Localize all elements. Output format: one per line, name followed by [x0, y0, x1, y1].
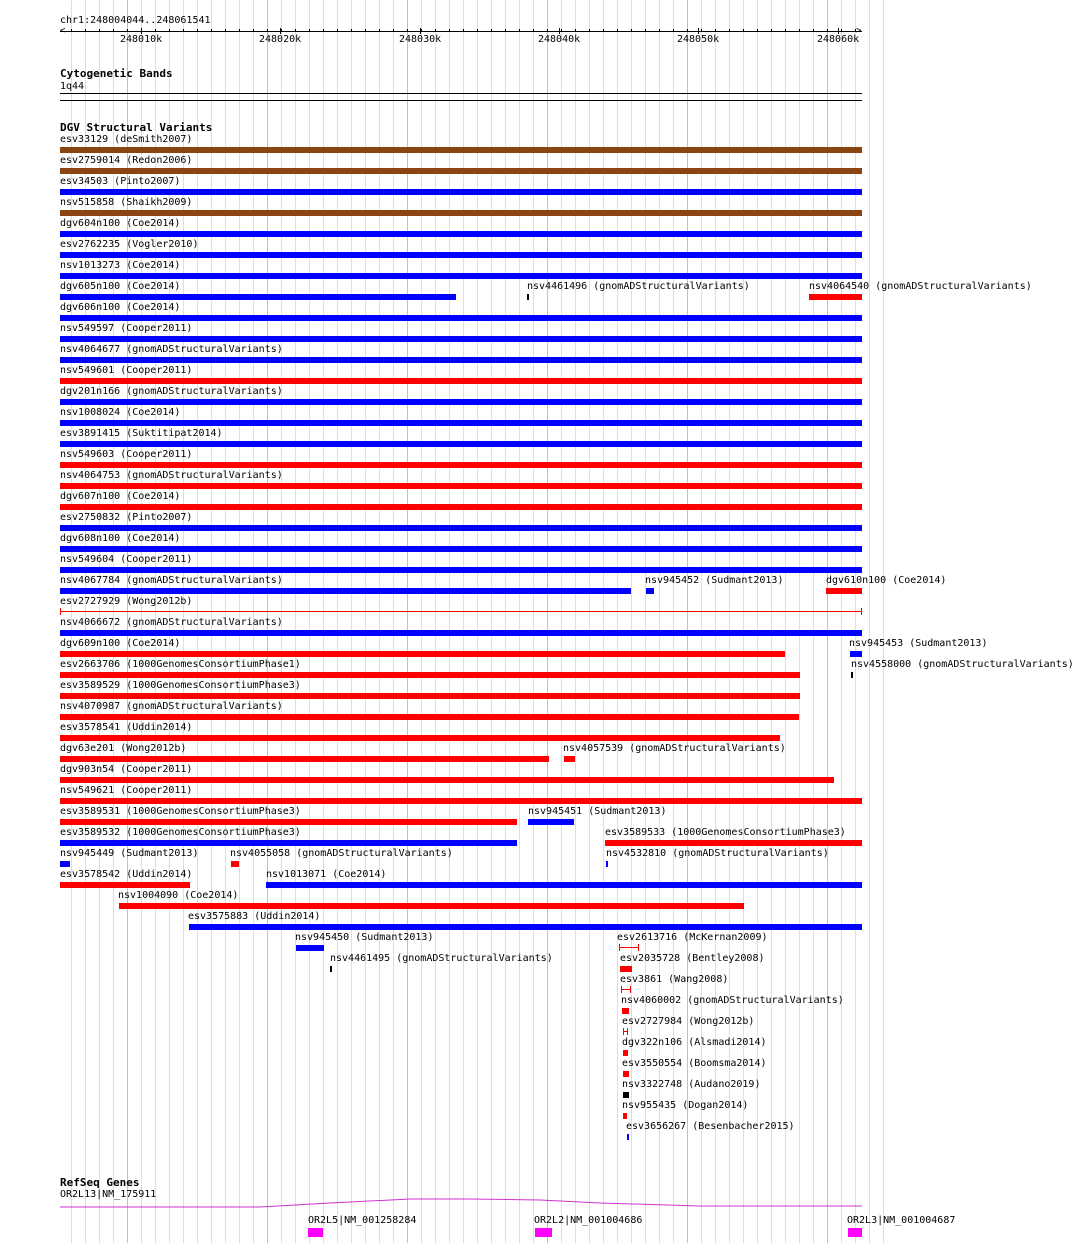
dgv-feature-bar[interactable]: [623, 1092, 629, 1098]
dgv-feature-label[interactable]: nsv515858 (Shaikh2009): [60, 197, 193, 208]
dgv-feature-bar[interactable]: [330, 966, 332, 972]
grid-line: [715, 0, 716, 1243]
ruler-minor-tick: [813, 29, 814, 32]
ruler-tick-label: 248060k: [817, 34, 860, 45]
dgv-feature-label[interactable]: nsv1013273 (Coe2014): [60, 260, 181, 271]
grid-line: [799, 0, 800, 1243]
ruler-minor-tick: [127, 29, 128, 32]
dgv-feature-label[interactable]: nsv549603 (Cooper2011): [60, 449, 193, 460]
dgv-feature-label[interactable]: esv3578541 (Uddin2014): [60, 722, 193, 733]
dgv-feature-label[interactable]: nsv4057539 (gnomADStructuralVariants): [563, 743, 786, 754]
ruler-minor-tick: [421, 29, 422, 32]
dgv-feature-label[interactable]: nsv4067784 (gnomADStructuralVariants): [60, 575, 283, 586]
dgv-feature-bar[interactable]: [60, 651, 785, 657]
grid-line: [463, 0, 464, 1243]
dgv-feature-label[interactable]: dgv322n106 (Alsmadi2014): [622, 1037, 767, 1048]
dgv-feature-bar[interactable]: [60, 840, 517, 846]
ruler-minor-tick: [645, 29, 646, 32]
ruler-minor-tick: [673, 29, 674, 32]
dgv-feature-bar[interactable]: [60, 273, 862, 279]
ruler-minor-tick: [183, 29, 184, 32]
refseq-gene-label[interactable]: OR2L3|NM_001004687: [847, 1215, 956, 1226]
dgv-feature-bar[interactable]: [60, 882, 190, 888]
refseq-gene-label[interactable]: OR2L13|NM_175911: [60, 1189, 157, 1200]
ruler-minor-tick: [141, 29, 142, 32]
dgv-feature-label[interactable]: nsv4532810 (gnomADStructuralVariants): [606, 848, 829, 859]
dgv-feature-bar[interactable]: [623, 1113, 627, 1119]
ruler-minor-tick: [603, 29, 604, 32]
dgv-feature-label[interactable]: nsv945452 (Sudmant2013): [645, 575, 784, 586]
ruler-minor-tick: [351, 29, 352, 32]
ruler-minor-tick: [519, 29, 520, 32]
dgv-feature-label[interactable]: esv3891415 (Suktitipat2014): [60, 428, 223, 439]
dgv-feature-bar[interactable]: [60, 525, 862, 531]
ruler-minor-tick: [225, 29, 226, 32]
dgv-feature-label[interactable]: nsv549601 (Cooper2011): [60, 365, 193, 376]
dgv-feature-bar[interactable]: [606, 861, 608, 867]
grid-line: [785, 0, 786, 1243]
ruler-minor-tick: [239, 29, 240, 32]
ruler-minor-tick: [323, 29, 324, 32]
dgv-feature-bar[interactable]: [850, 651, 862, 657]
dgv-feature-label[interactable]: nsv4064677 (gnomADStructuralVariants): [60, 344, 283, 355]
dgv-feature-bar[interactable]: [60, 315, 862, 321]
dgv-feature-label[interactable]: dgv609n100 (Coe2014): [60, 638, 181, 649]
ruler-axis: [60, 31, 862, 32]
ruler-tick-mark: [698, 28, 699, 34]
ruler-tick-label: 248050k: [677, 34, 720, 45]
ruler-minor-tick: [799, 29, 800, 32]
dgv-feature-bar[interactable]: [60, 210, 862, 216]
dgv-feature-label[interactable]: dgv201n166 (gnomADStructuralVariants): [60, 386, 283, 397]
dgv-feature-bar[interactable]: [627, 1134, 629, 1140]
ruler-minor-tick: [575, 29, 576, 32]
grid-line: [575, 0, 576, 1243]
ruler-minor-tick: [379, 29, 380, 32]
dgv-feature-bar[interactable]: [60, 462, 862, 468]
dgv-track-title: DGV Structural Variants: [60, 121, 213, 134]
ruler-minor-tick: [393, 29, 394, 32]
grid-line: [687, 0, 688, 1243]
grid-line: [631, 0, 632, 1243]
dgv-feature-label[interactable]: esv2727984 (Wong2012b): [622, 1016, 755, 1027]
dgv-feature-label[interactable]: nsv1008024 (Coe2014): [60, 407, 181, 418]
dgv-feature-label[interactable]: esv2035728 (Bentley2008): [620, 953, 765, 964]
dgv-feature-label[interactable]: esv3589529 (1000GenomesConsortiumPhase3): [60, 680, 301, 691]
ruler-tick-label: 248020k: [259, 34, 302, 45]
dgv-feature-label[interactable]: nsv4558000 (gnomADStructuralVariants): [851, 659, 1074, 670]
ruler-minor-tick: [659, 29, 660, 32]
ruler-minor-tick: [757, 29, 758, 32]
dgv-feature-label[interactable]: esv2727929 (Wong2012b): [60, 596, 193, 607]
refseq-gene-exon[interactable]: [848, 1228, 862, 1237]
dgv-feature-bar[interactable]: [60, 672, 800, 678]
ruler-minor-tick: [155, 29, 156, 32]
dgv-feature-label[interactable]: esv33129 (deSmith2007): [60, 134, 193, 145]
ruler-minor-tick: [477, 29, 478, 32]
ruler-left-arrow: <: [60, 26, 66, 36]
ruler-minor-tick: [267, 29, 268, 32]
cytoband-bar-top: [60, 93, 862, 94]
dgv-feature-bar[interactable]: [826, 588, 862, 594]
ruler-minor-tick: [687, 29, 688, 32]
dgv-feature-bar[interactable]: [623, 1050, 628, 1056]
dgv-feature-bar[interactable]: [605, 840, 862, 846]
dgv-feature-bar[interactable]: [60, 294, 456, 300]
ruler-minor-tick: [99, 29, 100, 32]
dgv-feature-label[interactable]: esv3589532 (1000GenomesConsortiumPhase3): [60, 827, 301, 838]
grid-line: [757, 0, 758, 1243]
grid-line: [295, 0, 296, 1243]
dgv-feature-bar[interactable]: [60, 546, 862, 552]
dgv-feature-bar[interactable]: [564, 756, 575, 762]
dgv-feature-label[interactable]: nsv4066672 (gnomADStructuralVariants): [60, 617, 283, 628]
dgv-feature-bar[interactable]: [189, 924, 862, 930]
ruler-minor-tick: [729, 29, 730, 32]
ruler-minor-tick: [505, 29, 506, 32]
dgv-feature-label[interactable]: nsv945450 (Sudmant2013): [295, 932, 434, 943]
dgv-feature-end-tick: [619, 944, 620, 951]
ruler-minor-tick: [197, 29, 198, 32]
refseq-gene-label[interactable]: OR2L2|NM_001004686: [534, 1215, 643, 1226]
dgv-feature-label[interactable]: nsv1004090 (Coe2014): [118, 890, 239, 901]
ruler-minor-tick: [841, 29, 842, 32]
grid-line: [673, 0, 674, 1243]
ruler-tick-label: 248010k: [120, 34, 163, 45]
dgv-feature-label[interactable]: nsv4055058 (gnomADStructuralVariants): [230, 848, 453, 859]
dgv-feature-bar[interactable]: [60, 252, 862, 258]
dgv-feature-label[interactable]: nsv4064540 (gnomADStructuralVariants): [809, 281, 1032, 292]
dgv-feature-bar[interactable]: [60, 399, 862, 405]
dgv-feature-label[interactable]: nsv3322748 (Audano2019): [622, 1079, 761, 1090]
dgv-feature-end-tick: [630, 986, 631, 993]
dgv-feature-label[interactable]: nsv4461496 (gnomADStructuralVariants): [527, 281, 750, 292]
dgv-feature-label[interactable]: nsv945453 (Sudmant2013): [849, 638, 988, 649]
ruler-minor-tick: [463, 29, 464, 32]
dgv-feature-bar[interactable]: [60, 630, 862, 636]
ruler-minor-tick: [771, 29, 772, 32]
grid-line: [407, 0, 408, 1243]
dgv-feature-label[interactable]: esv2663706 (1000GenomesConsortiumPhase1): [60, 659, 301, 670]
dgv-feature-label[interactable]: nsv549604 (Cooper2011): [60, 554, 193, 565]
dgv-feature-label[interactable]: nsv4060002 (gnomADStructuralVariants): [621, 995, 844, 1006]
dgv-feature-bar[interactable]: [620, 966, 632, 972]
grid-line: [813, 0, 814, 1243]
dgv-feature-bar[interactable]: [60, 611, 862, 612]
dgv-feature-bar[interactable]: [60, 756, 549, 762]
dgv-feature-label[interactable]: nsv4070987 (gnomADStructuralVariants): [60, 701, 283, 712]
dgv-feature-label[interactable]: nsv1013071 (Coe2014): [266, 869, 387, 880]
cytoband-bar-bottom: [60, 100, 862, 101]
ruler-minor-tick: [589, 29, 590, 32]
ruler-minor-tick: [631, 29, 632, 32]
dgv-feature-bar[interactable]: [60, 693, 800, 699]
dgv-feature-bar[interactable]: [60, 819, 517, 825]
ruler-minor-tick: [449, 29, 450, 32]
cytoband-track-title: Cytogenetic Bands: [60, 67, 173, 80]
dgv-feature-bar[interactable]: [60, 861, 70, 867]
ruler-minor-tick: [407, 29, 408, 32]
dgv-feature-label[interactable]: esv3861 (Wang2008): [620, 974, 729, 985]
ruler-minor-tick: [309, 29, 310, 32]
grid-line: [743, 0, 744, 1243]
ruler-tick-mark: [838, 28, 839, 34]
grid-line: [435, 0, 436, 1243]
dgv-feature-bar[interactable]: [60, 798, 862, 804]
ruler-minor-tick: [533, 29, 534, 32]
dgv-feature-label[interactable]: dgv604n100 (Coe2014): [60, 218, 181, 229]
dgv-feature-label[interactable]: dgv606n100 (Coe2014): [60, 302, 181, 313]
ruler-right-arrow: >: [856, 26, 862, 36]
ruler-tick-label: 248040k: [538, 34, 581, 45]
ruler-minor-tick: [561, 29, 562, 32]
dgv-feature-label[interactable]: dgv605n100 (Coe2014): [60, 281, 181, 292]
grid-line: [841, 0, 842, 1243]
grid-line: [659, 0, 660, 1243]
dgv-feature-label[interactable]: esv2762235 (Vogler2010): [60, 239, 199, 250]
dgv-feature-bar[interactable]: [528, 819, 574, 825]
dgv-feature-label[interactable]: esv3656267 (Besenbacher2015): [626, 1121, 795, 1132]
dgv-feature-bar[interactable]: [851, 672, 853, 678]
grid-line: [323, 0, 324, 1243]
dgv-feature-bar[interactable]: [60, 420, 862, 426]
dgv-feature-bar[interactable]: [60, 441, 862, 447]
ruler-minor-tick: [85, 29, 86, 32]
dgv-feature-bar[interactable]: [646, 588, 654, 594]
grid-line: [561, 0, 562, 1243]
ruler-minor-tick: [855, 29, 856, 32]
dgv-feature-bar[interactable]: [231, 861, 239, 867]
dgv-feature-end-tick: [623, 1028, 624, 1035]
refseq-gene-exon[interactable]: [308, 1228, 323, 1237]
dgv-feature-bar[interactable]: [60, 189, 862, 195]
ruler-location: chr1:248004044..248061541: [60, 15, 211, 26]
dgv-feature-bar[interactable]: [809, 294, 862, 300]
dgv-feature-label[interactable]: esv2759014 (Redon2006): [60, 155, 193, 166]
grid-line: [477, 0, 478, 1243]
dgv-feature-end-tick: [621, 986, 622, 993]
grid-line: [519, 0, 520, 1243]
grid-line: [379, 0, 380, 1243]
ruler-minor-tick: [785, 29, 786, 32]
dgv-feature-bar[interactable]: [60, 588, 631, 594]
dgv-feature-label[interactable]: nsv945449 (Sudmant2013): [60, 848, 199, 859]
dgv-feature-label[interactable]: esv2750832 (Pinto2007): [60, 512, 193, 523]
ruler-minor-tick: [365, 29, 366, 32]
dgv-feature-bar[interactable]: [60, 567, 862, 573]
dgv-feature-label[interactable]: nsv955435 (Dogan2014): [622, 1100, 749, 1111]
dgv-feature-end-tick: [638, 944, 639, 951]
refseq-gene-exon[interactable]: [535, 1228, 552, 1237]
grid-line: [449, 0, 450, 1243]
dgv-feature-bar[interactable]: [60, 231, 862, 237]
dgv-feature-label[interactable]: esv3589531 (1000GenomesConsortiumPhase3): [60, 806, 301, 817]
dgv-feature-label[interactable]: dgv608n100 (Coe2014): [60, 533, 181, 544]
dgv-feature-end-tick: [861, 608, 862, 615]
grid-line: [491, 0, 492, 1243]
grid-line: [351, 0, 352, 1243]
ruler-tick-label: 248030k: [399, 34, 442, 45]
dgv-feature-bar[interactable]: [60, 378, 862, 384]
ruler-minor-tick: [281, 29, 282, 32]
ruler-minor-tick: [295, 29, 296, 32]
grid-line: [771, 0, 772, 1243]
dgv-feature-bar[interactable]: [619, 947, 639, 948]
ruler-minor-tick: [253, 29, 254, 32]
ruler-minor-tick: [113, 29, 114, 32]
dgv-feature-label[interactable]: nsv549621 (Cooper2011): [60, 785, 193, 796]
dgv-feature-label[interactable]: nsv4064753 (gnomADStructuralVariants): [60, 470, 283, 481]
dgv-feature-bar[interactable]: [60, 336, 862, 342]
grid-line: [645, 0, 646, 1243]
grid-line: [505, 0, 506, 1243]
grid-line: [365, 0, 366, 1243]
grid-line: [337, 0, 338, 1243]
dgv-feature-bar[interactable]: [60, 483, 862, 489]
grid-line: [827, 0, 828, 1243]
dgv-feature-bar[interactable]: [622, 1008, 629, 1014]
grid-line: [855, 0, 856, 1243]
ruler-minor-tick: [547, 29, 548, 32]
dgv-feature-label[interactable]: nsv549597 (Cooper2011): [60, 323, 193, 334]
grid-line: [533, 0, 534, 1243]
dgv-feature-bar[interactable]: [60, 168, 862, 174]
grid-line: [883, 0, 884, 1243]
dgv-feature-bar[interactable]: [266, 882, 862, 888]
grid-line: [701, 0, 702, 1243]
ruler-minor-tick: [71, 29, 72, 32]
ruler-tick-mark: [559, 28, 560, 34]
dgv-feature-bar[interactable]: [119, 903, 744, 909]
dgv-feature-label[interactable]: dgv63e201 (Wong2012b): [60, 743, 187, 754]
ruler-minor-tick: [701, 29, 702, 32]
dgv-feature-label[interactable]: esv2613716 (McKernan2009): [617, 932, 768, 943]
dgv-feature-label[interactable]: nsv945451 (Sudmant2013): [528, 806, 667, 817]
dgv-feature-bar[interactable]: [60, 147, 862, 153]
grid-line: [589, 0, 590, 1243]
grid-line: [309, 0, 310, 1243]
grid-line: [421, 0, 422, 1243]
dgv-feature-label[interactable]: nsv4461495 (gnomADStructuralVariants): [330, 953, 553, 964]
ruler-minor-tick: [435, 29, 436, 32]
ruler-minor-tick: [617, 29, 618, 32]
dgv-feature-bar[interactable]: [623, 1071, 629, 1077]
dgv-feature-label[interactable]: dgv607n100 (Coe2014): [60, 491, 181, 502]
dgv-feature-bar[interactable]: [60, 504, 862, 510]
ruler-minor-tick: [169, 29, 170, 32]
dgv-feature-label[interactable]: esv3575883 (Uddin2014): [188, 911, 321, 922]
dgv-feature-label[interactable]: esv3578542 (Uddin2014): [60, 869, 193, 880]
grid-line: [547, 0, 548, 1243]
refseq-track-title: RefSeq Genes: [60, 1176, 140, 1189]
dgv-feature-end-tick: [60, 608, 61, 615]
dgv-feature-label[interactable]: esv34503 (Pinto2007): [60, 176, 181, 187]
dgv-feature-bar[interactable]: [60, 777, 834, 783]
refseq-gene-label[interactable]: OR2L5|NM_001258284: [308, 1215, 417, 1226]
dgv-feature-label[interactable]: dgv903n54 (Cooper2011): [60, 764, 193, 775]
dgv-feature-bar[interactable]: [296, 945, 324, 951]
ruler-minor-tick: [715, 29, 716, 32]
ruler-minor-tick: [743, 29, 744, 32]
grid-line: [869, 0, 870, 1243]
dgv-feature-end-tick: [627, 1028, 628, 1035]
ruler-minor-tick: [827, 29, 828, 32]
dgv-feature-label[interactable]: esv3550554 (Boomsma2014): [622, 1058, 767, 1069]
ruler-minor-tick: [491, 29, 492, 32]
grid-line: [603, 0, 604, 1243]
grid-line: [729, 0, 730, 1243]
dgv-feature-bar[interactable]: [60, 357, 862, 363]
grid-line: [393, 0, 394, 1243]
ruler-minor-tick: [211, 29, 212, 32]
dgv-feature-bar[interactable]: [60, 714, 799, 720]
dgv-feature-bar[interactable]: [527, 294, 529, 300]
dgv-feature-label[interactable]: esv3589533 (1000GenomesConsortiumPhase3): [605, 827, 846, 838]
ruler-minor-tick: [337, 29, 338, 32]
cytoband-label: 1q44: [60, 81, 85, 92]
grid-line: [617, 0, 618, 1243]
dgv-feature-label[interactable]: dgv610n100 (Coe2014): [826, 575, 947, 586]
dgv-feature-bar[interactable]: [60, 735, 780, 741]
